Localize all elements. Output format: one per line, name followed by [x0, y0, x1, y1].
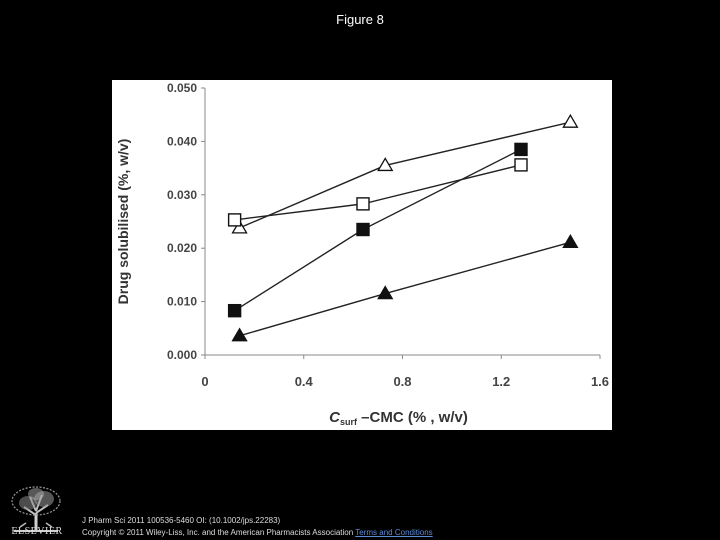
chart-panel	[112, 80, 612, 430]
y-tick-label: 0.050	[166, 81, 197, 95]
y-tick-label: 0.010	[166, 294, 197, 309]
x-tick-label: 1.6	[590, 374, 610, 389]
data-point-open-square	[229, 214, 241, 226]
data-point-open-triangle	[563, 115, 577, 127]
data-point-filled-square	[515, 143, 527, 155]
y-axis-title: Drug solubilised (%, w/v)	[115, 138, 131, 305]
y-tick-label: 0.020	[166, 241, 197, 256]
terms-and-conditions-link[interactable]: Terms and Conditions	[355, 528, 433, 537]
x-tick-label: 1.2	[492, 374, 511, 389]
data-point-filled-square	[229, 305, 241, 317]
x-axis-title-symbol: C	[329, 409, 340, 426]
chart-svg	[112, 80, 612, 430]
x-tick-label: 0	[201, 374, 209, 389]
y-tick-label: 0.030	[166, 187, 197, 202]
elsevier-wordmark: ELSEVIER	[11, 526, 63, 537]
data-point-filled-triangle	[563, 235, 577, 247]
y-tick-label: 0.000	[166, 348, 197, 362]
axis-labels	[115, 81, 609, 427]
x-axis-title-subscript: surf	[339, 417, 357, 427]
series-line-filled-triangle	[240, 242, 571, 335]
x-axis-title-rest: –CMC (% , w/v)	[357, 409, 468, 426]
y-tick-label: 0.040	[166, 134, 197, 149]
copyright-line	[82, 528, 433, 537]
x-tick-label: 0.8	[393, 374, 412, 389]
data-point-open-square	[515, 159, 527, 171]
series-markers	[229, 115, 578, 341]
citation-text: J Pharm Sci 2011 100536-5460 OI: (10.1002/jps.22283)	[82, 516, 281, 525]
x-axis-title	[329, 409, 468, 427]
data-point-open-square	[357, 198, 369, 210]
figure-title: Figure 8	[336, 12, 384, 27]
data-point-filled-square	[357, 224, 369, 236]
x-tick-label: 0.4	[294, 374, 313, 389]
series-line-filled-square	[235, 149, 521, 310]
series-line-open-triangle	[240, 122, 571, 228]
copyright-text: Copyright © 2011 Wiley-Liss, Inc. and the American Pharmacists Association	[82, 528, 354, 537]
